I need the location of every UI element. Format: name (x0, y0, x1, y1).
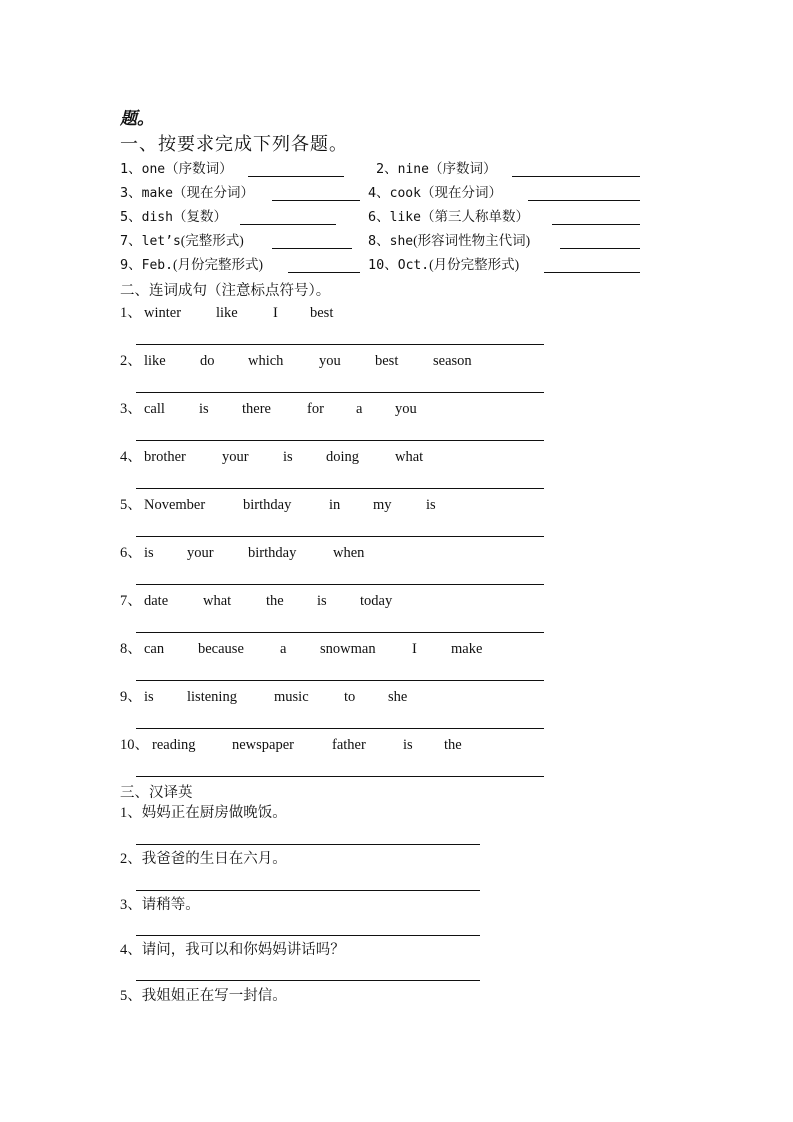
item-hint: （序数词） (165, 161, 233, 176)
word-tile: what (203, 593, 232, 609)
item-number: 3、 (120, 185, 142, 201)
word-tile: call (144, 401, 165, 417)
item-hint: (月份完整形式) (172, 257, 263, 272)
word-tile: is (403, 737, 413, 753)
section1-title: 一、按要求完成下列各题。 (120, 134, 348, 155)
translation-line-3[interactable] (136, 935, 480, 936)
word-tile: you (319, 353, 341, 369)
word-tile: I (273, 305, 278, 321)
s2-question-3 (120, 399, 560, 419)
s1-item-9 (120, 255, 263, 275)
word-tile: best (310, 305, 334, 321)
word-tile: reading (152, 737, 196, 753)
s3-question-3 (120, 895, 200, 915)
item-number: 5、 (120, 209, 142, 225)
item-number: 8、 (368, 233, 390, 249)
s2-question-2 (120, 351, 560, 371)
word-tile: brother (144, 449, 186, 465)
item-word: like (389, 210, 421, 225)
question-text: 请稍等。 (141, 897, 200, 913)
question-number: 7、 (120, 593, 142, 609)
question-number: 1、 (120, 805, 142, 821)
word-tile: a (280, 641, 287, 657)
word-tile: newspaper (232, 737, 295, 753)
s3-question-4 (120, 940, 345, 960)
word-tile: birthday (243, 497, 292, 513)
section3-title: 三、汉译英 (120, 785, 193, 801)
answer-blank-7[interactable] (272, 248, 352, 249)
answer-blank-1[interactable] (248, 176, 344, 177)
word-tile: winter (144, 305, 182, 321)
word-tile: is (283, 449, 293, 465)
answer-line-7[interactable] (136, 632, 544, 633)
item-word: Feb. (141, 258, 173, 273)
word-tile: there (242, 401, 271, 417)
word-tile: when (333, 545, 365, 561)
question-number: 6、 (120, 545, 142, 561)
item-hint: （序数词） (428, 161, 497, 176)
s1-item-3 (120, 183, 254, 203)
section2-title: 二、连词成句（注意标点符号）。 (120, 283, 331, 299)
word-tile: I (412, 641, 417, 657)
word-tile: she (388, 689, 408, 705)
s2-question-8 (120, 639, 560, 659)
question-number: 3、 (120, 897, 142, 913)
s2-question-5 (120, 495, 560, 515)
word-tile: your (187, 545, 214, 561)
s1-item-8 (368, 231, 530, 251)
translation-line-1[interactable] (136, 844, 480, 845)
s1-item-10 (368, 255, 519, 275)
word-tile: like (216, 305, 238, 321)
item-number: 6、 (368, 209, 390, 225)
top-heading: 题。 (120, 109, 154, 129)
answer-line-1[interactable] (136, 344, 544, 345)
question-text: 我姐姐正在写一封信。 (141, 988, 287, 1004)
question-number: 10、 (120, 737, 149, 753)
answer-line-5[interactable] (136, 536, 544, 537)
answer-blank-6[interactable] (552, 224, 640, 225)
question-number: 4、 (120, 942, 142, 958)
answer-blank-8[interactable] (560, 248, 640, 249)
word-tile: father (332, 737, 366, 753)
word-tile: in (329, 497, 341, 513)
word-tile: date (144, 593, 169, 609)
question-text: 妈妈正在厨房做晚饭。 (141, 805, 287, 821)
question-number: 5、 (120, 988, 142, 1004)
item-word: dish (141, 210, 173, 225)
s2-question-7 (120, 591, 560, 611)
item-number: 1、 (120, 161, 142, 177)
word-tile: is (144, 545, 154, 561)
item-word: make (141, 186, 173, 201)
question-number: 8、 (120, 641, 142, 657)
question-number: 2、 (120, 353, 142, 369)
item-hint: (完整形式) (180, 233, 244, 248)
answer-line-2[interactable] (136, 392, 544, 393)
s1-item-6 (368, 207, 529, 227)
s2-question-1 (120, 303, 560, 323)
word-tile: season (433, 353, 472, 369)
item-number: 2、 (376, 161, 398, 177)
word-tile: is (199, 401, 209, 417)
item-word: one (141, 162, 166, 177)
word-tile: today (360, 593, 393, 609)
s1-item-4 (368, 183, 502, 203)
s2-question-4 (120, 447, 560, 467)
word-tile: my (373, 497, 392, 513)
item-word: she (389, 234, 414, 249)
item-hint: （现在分词） (420, 185, 502, 200)
answer-line-8[interactable] (136, 680, 544, 681)
answer-blank-10[interactable] (544, 272, 640, 273)
item-word: nine (397, 162, 429, 177)
answer-line-6[interactable] (136, 584, 544, 585)
translation-line-2[interactable] (136, 890, 480, 891)
question-number: 5、 (120, 497, 142, 513)
word-tile: best (375, 353, 399, 369)
s2-question-6 (120, 543, 560, 563)
question-text: 请问，我可以和你妈妈讲话吗？ (141, 942, 345, 958)
item-hint: （第三人称单数） (420, 209, 529, 224)
answer-blank-3[interactable] (272, 200, 360, 201)
answer-line-10[interactable] (136, 776, 544, 777)
word-tile: you (395, 401, 417, 417)
item-word: cook (389, 186, 421, 201)
word-tile: listening (187, 689, 237, 705)
item-word: let’s (141, 234, 181, 249)
answer-blank-5[interactable] (240, 224, 336, 225)
word-tile: do (200, 353, 215, 369)
answer-line-4[interactable] (136, 488, 544, 489)
word-tile: can (144, 641, 165, 657)
s3-question-5 (120, 986, 287, 1006)
question-number: 4、 (120, 449, 142, 465)
item-number: 10、 (368, 257, 398, 273)
word-tile: is (144, 689, 154, 705)
word-tile: for (307, 401, 324, 417)
word-tile: to (344, 689, 356, 705)
word-tile: the (266, 593, 284, 609)
word-tile: what (395, 449, 424, 465)
item-word: Oct. (397, 258, 430, 273)
s1-item-2 (376, 159, 496, 179)
word-tile: is (317, 593, 327, 609)
item-hint: （复数） (172, 209, 227, 224)
s2-question-10 (120, 735, 560, 755)
item-number: 7、 (120, 233, 142, 249)
item-hint: (月份完整形式) (429, 257, 520, 272)
s3-question-1 (120, 803, 287, 823)
word-tile: birthday (248, 545, 297, 561)
item-number: 9、 (120, 257, 142, 273)
word-tile: doing (326, 449, 360, 465)
s1-item-1 (120, 159, 233, 179)
translation-line-4[interactable] (136, 980, 480, 981)
word-tile: the (444, 737, 462, 753)
item-hint: (形容词性物主代词) (413, 233, 531, 248)
word-tile: like (144, 353, 166, 369)
word-tile: because (198, 641, 244, 657)
word-tile: a (356, 401, 363, 417)
s1-item-5 (120, 207, 227, 227)
item-hint: （现在分词） (172, 185, 254, 200)
answer-blank-2[interactable] (512, 176, 640, 177)
question-number: 9、 (120, 689, 142, 705)
answer-line-3[interactable] (136, 440, 544, 441)
word-tile: your (222, 449, 249, 465)
word-tile: music (274, 689, 309, 705)
item-number: 4、 (368, 185, 390, 201)
answer-blank-9[interactable] (288, 272, 360, 273)
word-tile: which (248, 353, 284, 369)
question-text: 我爸爸的生日在六月。 (141, 851, 287, 867)
word-tile: November (144, 497, 206, 513)
answer-blank-4[interactable] (528, 200, 640, 201)
question-number: 1、 (120, 305, 142, 321)
s1-item-7 (120, 231, 244, 251)
word-tile: is (426, 497, 436, 513)
answer-line-9[interactable] (136, 728, 544, 729)
s3-question-2 (120, 849, 287, 869)
word-tile: snowman (320, 641, 376, 657)
word-tile: make (451, 641, 483, 657)
question-number: 3、 (120, 401, 142, 417)
question-number: 2、 (120, 851, 142, 867)
s2-question-9 (120, 687, 560, 707)
